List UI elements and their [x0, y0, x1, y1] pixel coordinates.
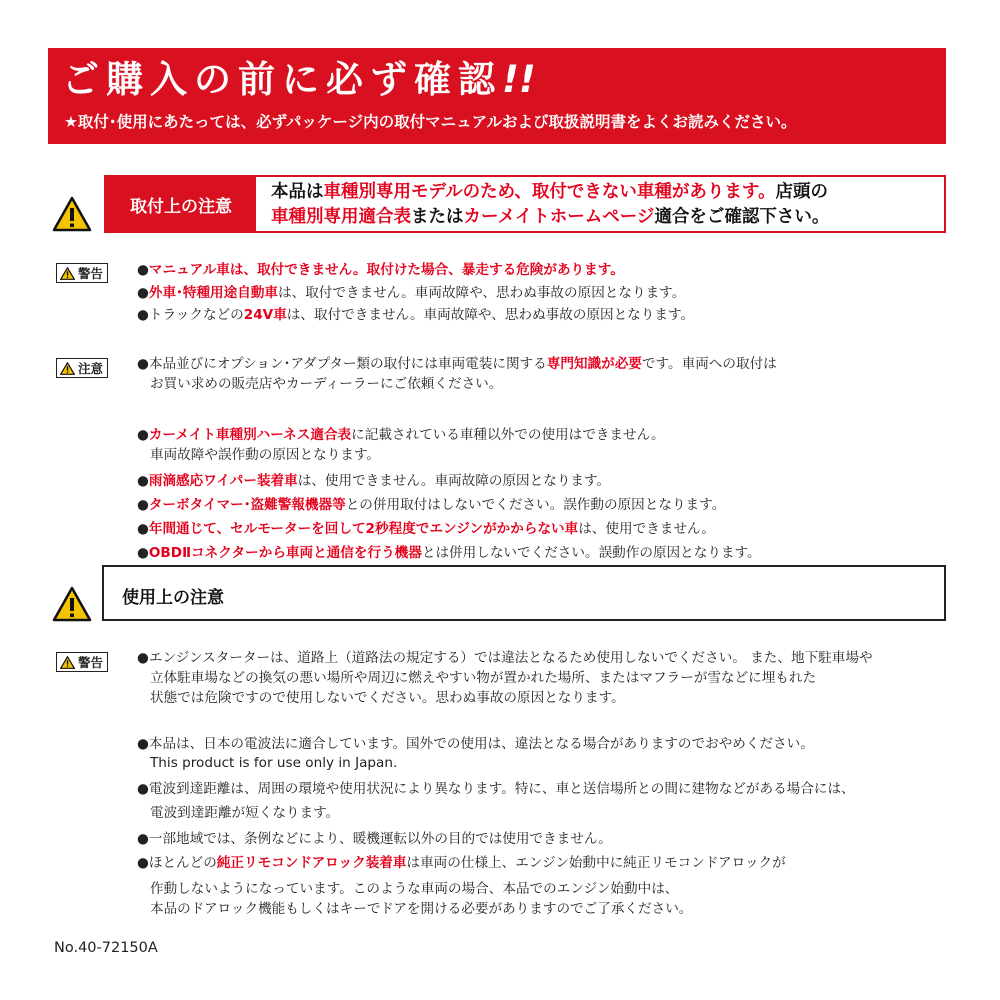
- list-item: [150, 668, 816, 688]
- usage-notice-box: [102, 565, 946, 621]
- highlighted-text: 車種別専用適合表: [271, 207, 411, 227]
- highlighted-text: カーメイト車種別ハーネス適合表: [148, 427, 352, 443]
- body-text: 本品のドアロック機能もしくはキーでドアを開ける必要がありますのでご了承ください。: [150, 901, 693, 917]
- banner-title-text: ご購入の前に必ず確認: [62, 58, 502, 101]
- body-text: 車両故障や誤作動の原因となります。: [150, 447, 381, 463]
- body-text: 作動しないようになっています。このような車両の場合、本品でのエンジン始動中は、: [150, 881, 679, 897]
- highlighted-text: カーメイトホームページ: [463, 207, 655, 227]
- usage-notice-label: 使用上の注意: [122, 588, 224, 608]
- body-text: ●一部地域では、条例などにより、暖機運転以外の目的では使用できません。: [137, 831, 612, 847]
- warning-triangle-icon: [52, 196, 92, 232]
- caution-tag-label: 注意: [78, 361, 104, 376]
- list-item: [137, 853, 786, 873]
- body-text: ●: [137, 473, 149, 489]
- banner-subtitle: ★取付･使用にあたっては、必ずパッケージ内の取付マニュアルおよび取扱説明書をよくお読みください。: [64, 113, 797, 131]
- body-text: ●本品並びにオプション･アダプター類の取付には車両電装に関する: [137, 356, 547, 372]
- highlighted-text: 雨滴感応ワイパー装着車: [148, 473, 298, 489]
- warning-tag-label: 警告: [78, 266, 104, 281]
- body-text: は、取付できません。車両故障や、思わぬ事故の原因となります。: [278, 285, 686, 301]
- body-text: 適合をご確認下さい。: [654, 207, 830, 227]
- body-text: は、取付できません。車両故障や、思わぬ事故の原因となります。: [286, 307, 695, 323]
- body-text: ●: [137, 521, 149, 537]
- body-text: 本品は: [271, 182, 324, 202]
- list-item: [150, 803, 339, 823]
- body-text: は、使用できません。: [578, 521, 716, 537]
- install-notice-label: 取付上の注意: [106, 177, 256, 231]
- body-text: ●: [137, 262, 149, 278]
- body-text: です。車両への取付は: [641, 356, 777, 372]
- list-item: [150, 445, 380, 465]
- body-text: ●電波到達距離は、周囲の環境や使用状況により異なります。特に、車と送信場所との間に建物などがある場合には、: [137, 781, 855, 797]
- product-code: No.40-72150A: [54, 940, 158, 956]
- list-item: [137, 779, 855, 799]
- body-text: ●本品は、日本の電波法に適合しています。国外での使用は、違法となる場合がありますのでおやめください。: [137, 736, 814, 752]
- install-notice-box: [104, 175, 946, 233]
- list-item: [137, 734, 814, 754]
- warning-tag: [56, 652, 108, 672]
- warning-tag-label: 警告: [78, 655, 104, 670]
- body-text: または: [411, 207, 464, 227]
- list-item: [137, 305, 694, 325]
- banner-title-marks: !!: [502, 58, 536, 101]
- highlighted-text: 年間通じて、セルモーターを回して2秒程度でエンジンがかからない車: [148, 521, 579, 537]
- body-text: との併用取付はしないでください。誤作動の原因となります。: [345, 497, 726, 513]
- header-banner: [48, 48, 946, 144]
- list-item: [137, 519, 715, 539]
- list-item: [137, 829, 612, 849]
- body-text: ●トラックなどの: [137, 307, 244, 323]
- body-text: ●: [137, 497, 149, 513]
- highlighted-text: 純正リモコンドアロック装着車: [216, 855, 407, 871]
- highlighted-text: ターボタイマー･盗難警報機器等: [148, 497, 346, 513]
- body-text: とは併用しないでください。誤動作の原因となります。: [421, 545, 761, 561]
- body-text: 電波到達距離が短くなります。: [150, 805, 340, 821]
- list-item: [137, 283, 685, 303]
- body-text: は車両の仕様上、エンジン始動中に純正リモコンドアロックが: [406, 855, 786, 871]
- body-text: ●エンジンスターターは、道路上（道路法の規定する）では違法となるため使用しないでください。 また、地下駐車場や: [137, 650, 873, 666]
- list-item: [137, 425, 665, 445]
- list-item: [137, 354, 777, 374]
- body-text: ●: [137, 427, 149, 443]
- list-item: [150, 688, 625, 708]
- list-item: [150, 879, 678, 899]
- body-text: 店頭の: [775, 182, 829, 202]
- warning-triangle-icon: [60, 267, 75, 280]
- body-text: は、使用できません。車両故障の原因となります。: [297, 473, 611, 489]
- highlighted-text: 専門知識が必要: [546, 356, 642, 372]
- body-text: お買い求めの販売店やカーディーラーにご依頼ください。: [150, 376, 503, 392]
- body-text: This product is for use only in Japan.: [150, 755, 398, 771]
- warning-tag: [56, 263, 108, 283]
- warning-triangle-icon: [60, 656, 75, 669]
- warning-triangle-icon: [52, 586, 92, 622]
- install-notice-line1: [271, 179, 828, 205]
- list-item: [137, 543, 761, 563]
- body-text: ●: [137, 285, 149, 301]
- body-text: 立体駐車場などの換気の悪い場所や周辺に燃えやすい物が置かれた場所、またはマフラーが雪などに埋もれた: [150, 670, 817, 686]
- list-item: [137, 471, 610, 491]
- body-text: ●: [137, 545, 149, 561]
- list-item: [137, 260, 624, 280]
- body-text: 状態では危険ですので使用しないでください。思わぬ事故の原因となります。: [150, 690, 625, 706]
- list-item: [137, 648, 873, 668]
- body-text: ●ほとんどの: [137, 855, 217, 871]
- install-notice-line2: [271, 204, 829, 230]
- body-text: に記載されている車種以外での使用はできません。: [351, 427, 665, 443]
- highlighted-text: OBDⅡコネクターから車両と通信を行う機器: [148, 545, 422, 561]
- warning-triangle-icon: [60, 362, 75, 375]
- banner-title: [62, 54, 536, 106]
- caution-tag: [56, 358, 108, 378]
- list-item: [150, 899, 692, 919]
- list-item: [150, 374, 502, 394]
- highlighted-text: 外車･特種用途自動車: [148, 285, 279, 301]
- highlighted-text: 車種別専用モデルのため、取付できない車種があります。: [323, 182, 776, 202]
- highlighted-text: マニュアル車は、取付できません。取付けた場合、暴走する危険があります。: [148, 262, 624, 278]
- list-item: [137, 495, 725, 515]
- list-item: [150, 753, 397, 773]
- highlighted-text: 24V車: [243, 307, 287, 323]
